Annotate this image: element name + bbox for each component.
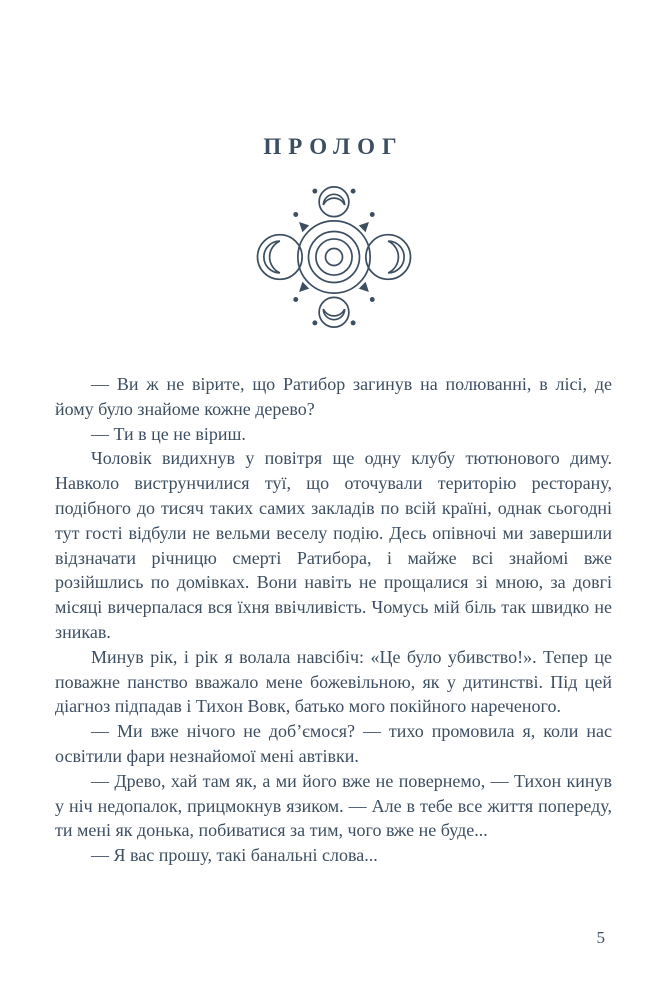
- chapter-title: ПРОЛОГ: [263, 134, 404, 159]
- body-text: [55, 372, 612, 868]
- page-number: 5: [596, 928, 605, 947]
- ornament-svg: [249, 182, 419, 332]
- paragraph: — Ти в це не віриш.: [91, 423, 246, 444]
- paragraph: Чоловік видихнув у повітря ще одну клубу тютюнового диму. Навколо виструнчилися туї, що оточували територію ресторану, подібного до тисяч таких самих закладів по всій країні, однак сьогодні тут гості відбули не вельми веселу подію. Десь опівночі ми завершили відзначати річницю смерті Ратибора, і майже всі знайомі вже розійшлись по домівках. Вони навіть не прощалися зі мною, за довгі місяці вичерпалася вся їхня ввічливість. Чомусь мій біль так швидко не зникав.: [55, 448, 612, 642]
- paragraph: Минув рік, і рік я волала навсібіч: «Це було убивство!». Тепер це поважне панство вважало мене божевільною, як у дитинстві. Під цей діагноз підпадав і Тихон Вовк, батько мого покійного нареченого.: [55, 646, 612, 717]
- paragraph: — Древо, хай там як, а ми його вже не повернемо, — Тихон кинув у ніч недопалок, прицмокнув язиком. — Але в тебе все життя попереду, ти мені як донька, побиватися за тим, чого вже не буде...: [55, 770, 612, 841]
- paragraph: — Ви ж не вірите, що Ратибор загинув на полюванні, в лісі, де йому було знайоме кожне дерево?: [55, 374, 612, 419]
- paragraph: — Я вас прошу, такі банальні слова...: [91, 845, 378, 866]
- paragraph: — Ми вже нічого не доб’ємося? — тихо промовила я, коли нас освітили фари незнайомої мені автівки.: [55, 721, 612, 766]
- moon-phases-ornament-icon: [55, 182, 612, 334]
